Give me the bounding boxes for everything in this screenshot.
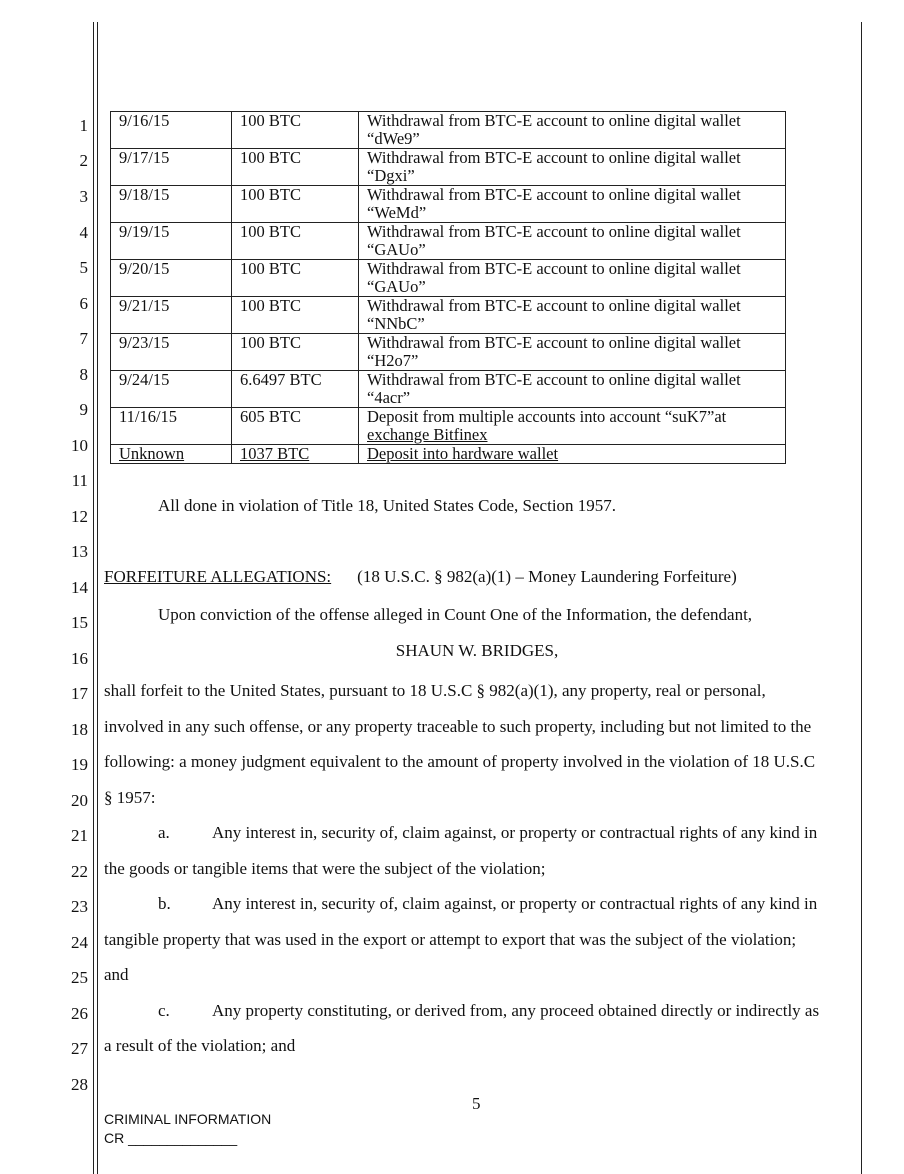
- table-row: [111, 260, 786, 297]
- paragraph-line: involved in any such offense, or any property traceable to such property, including but not limited to the: [104, 717, 812, 736]
- line-number: 19: [71, 755, 88, 774]
- violation-statement: All done in violation of Title 18, United States Code, Section 1957.: [158, 496, 617, 515]
- description-cell: [359, 334, 786, 371]
- line-number: 21: [71, 826, 88, 845]
- description-text: Withdrawal from BTC-E account to online digital wallet: [367, 370, 741, 389]
- wallet-name: “GAUo”: [367, 240, 426, 259]
- paragraph-line: § 1957:: [104, 788, 156, 807]
- page-number: 5: [472, 1094, 481, 1113]
- wallet-name: “4acr”: [367, 388, 411, 407]
- date-cell: 9/18/15: [111, 186, 232, 223]
- amount-cell: 6.6497 BTC: [232, 371, 359, 408]
- line-number: 8: [79, 365, 88, 384]
- case-number-label: CR ______________: [104, 1130, 238, 1146]
- description-text: Deposit from multiple accounts into account “suK7”at: [367, 407, 727, 426]
- amount-cell: 100 BTC: [232, 223, 359, 260]
- line-number: 2: [79, 151, 88, 170]
- wallet-name: “NNbC”: [367, 314, 425, 333]
- description-cell: [359, 112, 786, 149]
- amount-cell: 605 BTC: [232, 408, 359, 445]
- paragraph-line: shall forfeit to the United States, pursuant to 18 U.S.C § 982(a)(1), any property, real or personal,: [104, 681, 766, 700]
- description-cell: [359, 445, 786, 464]
- description-text: Withdrawal from BTC-E account to online digital wallet: [367, 296, 741, 315]
- line-number: 1: [79, 116, 88, 135]
- table-row: [111, 223, 786, 260]
- line-number: 25: [71, 968, 88, 987]
- wallet-name: “GAUo”: [367, 277, 426, 296]
- table-row: [111, 186, 786, 223]
- line-number: 28: [71, 1075, 88, 1094]
- item-a-marker: a.: [158, 823, 170, 842]
- wallet-name: “H2o7”: [367, 351, 419, 370]
- conviction-line: Upon conviction of the offense alleged in Count One of the Information, the defendant,: [158, 605, 753, 624]
- line-number: 15: [71, 613, 88, 632]
- line-number: 9: [79, 400, 88, 419]
- table-row: [111, 112, 786, 149]
- line-number: 12: [71, 507, 88, 526]
- left-margin-rule-outer: [93, 22, 94, 1174]
- item-b-marker: b.: [158, 894, 171, 913]
- date-cell: 9/19/15: [111, 223, 232, 260]
- item-c-continuation: a result of the violation; and: [104, 1036, 296, 1055]
- line-number: 22: [71, 862, 88, 881]
- forfeiture-heading-label: FORFEITURE ALLEGATIONS:: [104, 567, 332, 586]
- line-number: 6: [79, 294, 88, 313]
- amount-cell: 100 BTC: [232, 112, 359, 149]
- line-number: 26: [71, 1004, 88, 1023]
- date-cell: 9/23/15: [111, 334, 232, 371]
- line-number: 13: [71, 542, 88, 561]
- line-number: 14: [71, 578, 88, 597]
- description-cell: [359, 297, 786, 334]
- description-text: Deposit into hardware wallet: [367, 444, 559, 463]
- description-text: Withdrawal from BTC-E account to online digital wallet: [367, 333, 741, 352]
- line-number: 27: [71, 1039, 88, 1058]
- table-row: [111, 445, 786, 464]
- table-row: [111, 371, 786, 408]
- amount-cell: 100 BTC: [232, 186, 359, 223]
- forfeiture-heading: [104, 567, 737, 587]
- description-cell: [359, 408, 786, 445]
- description-text: Withdrawal from BTC-E account to online digital wallet: [367, 111, 741, 130]
- item-c-text: Any property constituting, or derived from, any proceed obtained directly or indirectly as: [212, 1001, 820, 1020]
- line-number: 10: [71, 436, 88, 455]
- date-cell: 11/16/15: [111, 408, 232, 445]
- table-row: [111, 408, 786, 445]
- paragraph-line: following: a money judgment equivalent to the amount of property involved in the violation of 18 U.S.C: [104, 752, 816, 771]
- line-number: 17: [71, 684, 88, 703]
- description-cell: [359, 223, 786, 260]
- description-text: Withdrawal from BTC-E account to online digital wallet: [367, 259, 741, 278]
- defendant-name: SHAUN W. BRIDGES,: [395, 641, 559, 660]
- line-number: 20: [71, 791, 88, 810]
- line-number: 7: [79, 329, 88, 348]
- line-number: 3: [79, 187, 88, 206]
- line-number: 18: [71, 720, 88, 739]
- exchange-name: exchange Bitfinex: [367, 425, 488, 444]
- date-cell: 9/21/15: [111, 297, 232, 334]
- table-row: [111, 149, 786, 186]
- wallet-name: “Dgxi”: [367, 166, 415, 185]
- item-b-continuation: tangible property that was used in the export or attempt to export that was the subject of the violation;: [104, 930, 797, 949]
- left-margin-rule-inner: [97, 22, 98, 1174]
- right-margin-rule: [861, 22, 862, 1174]
- item-a-continuation: the goods or tangible items that were the subject of the violation;: [104, 859, 546, 878]
- item-a-text: Any interest in, security of, claim against, or property or contractual rights of any kind in: [212, 823, 818, 842]
- table-row: [111, 334, 786, 371]
- description-cell: [359, 186, 786, 223]
- wallet-name: “WeMd”: [367, 203, 427, 222]
- date-text: Unknown: [119, 444, 185, 463]
- date-cell: 9/20/15: [111, 260, 232, 297]
- amount-text: 1037 BTC: [240, 444, 310, 463]
- line-number: 24: [71, 933, 88, 952]
- description-cell: [359, 149, 786, 186]
- transaction-table: [110, 111, 786, 464]
- amount-cell: 100 BTC: [232, 260, 359, 297]
- line-number: 23: [71, 897, 88, 916]
- amount-cell: [232, 445, 359, 464]
- date-cell: 9/24/15: [111, 371, 232, 408]
- date-cell: 9/16/15: [111, 112, 232, 149]
- line-number: 5: [79, 258, 88, 277]
- date-cell: 9/17/15: [111, 149, 232, 186]
- document-title: CRIMINAL INFORMATION: [104, 1111, 272, 1127]
- amount-cell: 100 BTC: [232, 334, 359, 371]
- description-cell: [359, 260, 786, 297]
- item-b-continuation: and: [104, 965, 129, 984]
- amount-cell: 100 BTC: [232, 297, 359, 334]
- description-cell: [359, 371, 786, 408]
- line-number: 16: [71, 649, 88, 668]
- forfeiture-citation: (18 U.S.C. § 982(a)(1) – Money Laundering Forfeiture): [357, 567, 737, 586]
- description-text: Withdrawal from BTC-E account to online digital wallet: [367, 148, 741, 167]
- line-number: 4: [79, 223, 88, 242]
- table-row: [111, 297, 786, 334]
- item-b-text: Any interest in, security of, claim against, or property or contractual rights of any kind in: [212, 894, 818, 913]
- wallet-name: “dWe9”: [367, 129, 420, 148]
- date-cell: [111, 445, 232, 464]
- description-text: Withdrawal from BTC-E account to online digital wallet: [367, 185, 741, 204]
- amount-cell: 100 BTC: [232, 149, 359, 186]
- item-c-marker: c.: [158, 1001, 170, 1020]
- description-text: Withdrawal from BTC-E account to online digital wallet: [367, 222, 741, 241]
- line-number: 11: [71, 471, 88, 490]
